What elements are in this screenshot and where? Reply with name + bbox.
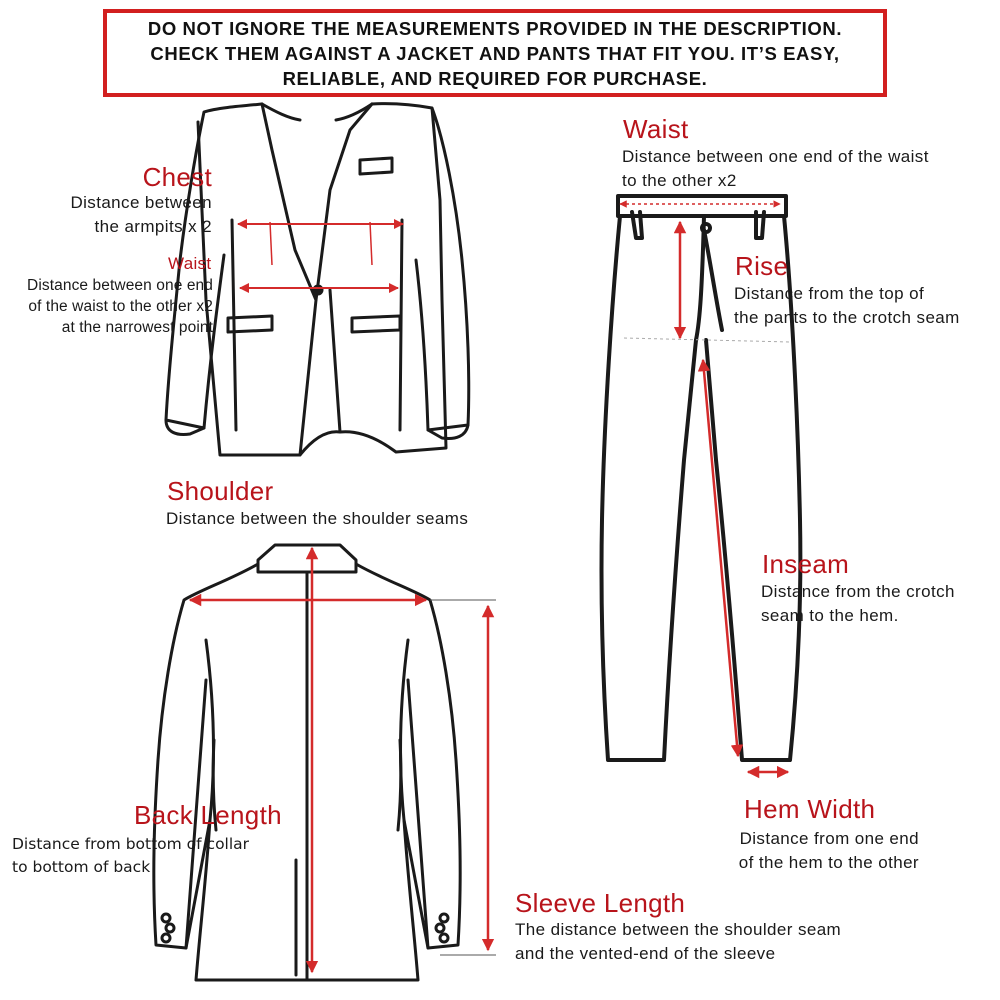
jacket-waist-desc-line-1: Distance between one end	[27, 277, 213, 294]
inseam-title: Inseam	[762, 549, 850, 579]
inseam-desc-line-2: seam to the hem.	[761, 606, 899, 625]
back-jacket-drawing	[154, 545, 460, 980]
sleeve-length-desc-line-1: The distance between the shoulder seam	[515, 920, 842, 939]
shoulder-desc-line-1: Distance between the shoulder seams	[166, 509, 469, 528]
back-length-title: Back Length	[134, 800, 282, 830]
sleeve-length-title: Sleeve Length	[515, 888, 686, 918]
jacket-waist-desc-line-3: at the narrowest point	[61, 319, 213, 336]
hem-width-desc-line-1: Distance from one end	[739, 829, 919, 848]
chest-title: Chest	[142, 162, 212, 192]
waist-desc-line-2: to the other x2	[622, 171, 737, 190]
jacket-waist-title: Waist	[168, 254, 212, 273]
shoulder-title: Shoulder	[167, 476, 274, 506]
warning-text: DO NOT IGNORE THE MEASUREMENTS PROVIDED IN THE DESCRIPTION. CHECK THEM AGAINST A JACKET AND PANTS THAT FIT YOU. IT’S EASY, RELIABLE, AND REQUIRED FOR PURCHASE.	[147, 17, 843, 89]
chest-desc-line-1: Distance between	[70, 193, 212, 212]
jacket-waist-desc-line-2: of the waist to the other x2	[28, 298, 213, 315]
chest-desc-line-2: the armpits x 2	[94, 217, 212, 236]
waist-title: Waist	[623, 114, 689, 144]
back-length-desc-line-2: to bottom of back	[12, 858, 151, 876]
waist-desc-line-1: Distance between one end of the waist	[622, 147, 929, 166]
inseam-arrow	[703, 360, 738, 756]
sleeve-length-desc-line-2: and the vented-end of the sleeve	[515, 944, 776, 963]
back-length-desc-line-1: Distance from bottom of collar	[12, 835, 250, 853]
inseam-desc-line-1: Distance from the crotch	[761, 582, 955, 601]
rise-desc-line-2: the pants to the crotch seam	[734, 308, 960, 327]
hem-width-desc-line-2: of the hem to the other	[738, 853, 919, 872]
hem-width-title: Hem Width	[744, 794, 876, 824]
rise-desc-line-1: Distance from the top of	[734, 284, 925, 303]
rise-title: Rise	[735, 251, 789, 281]
